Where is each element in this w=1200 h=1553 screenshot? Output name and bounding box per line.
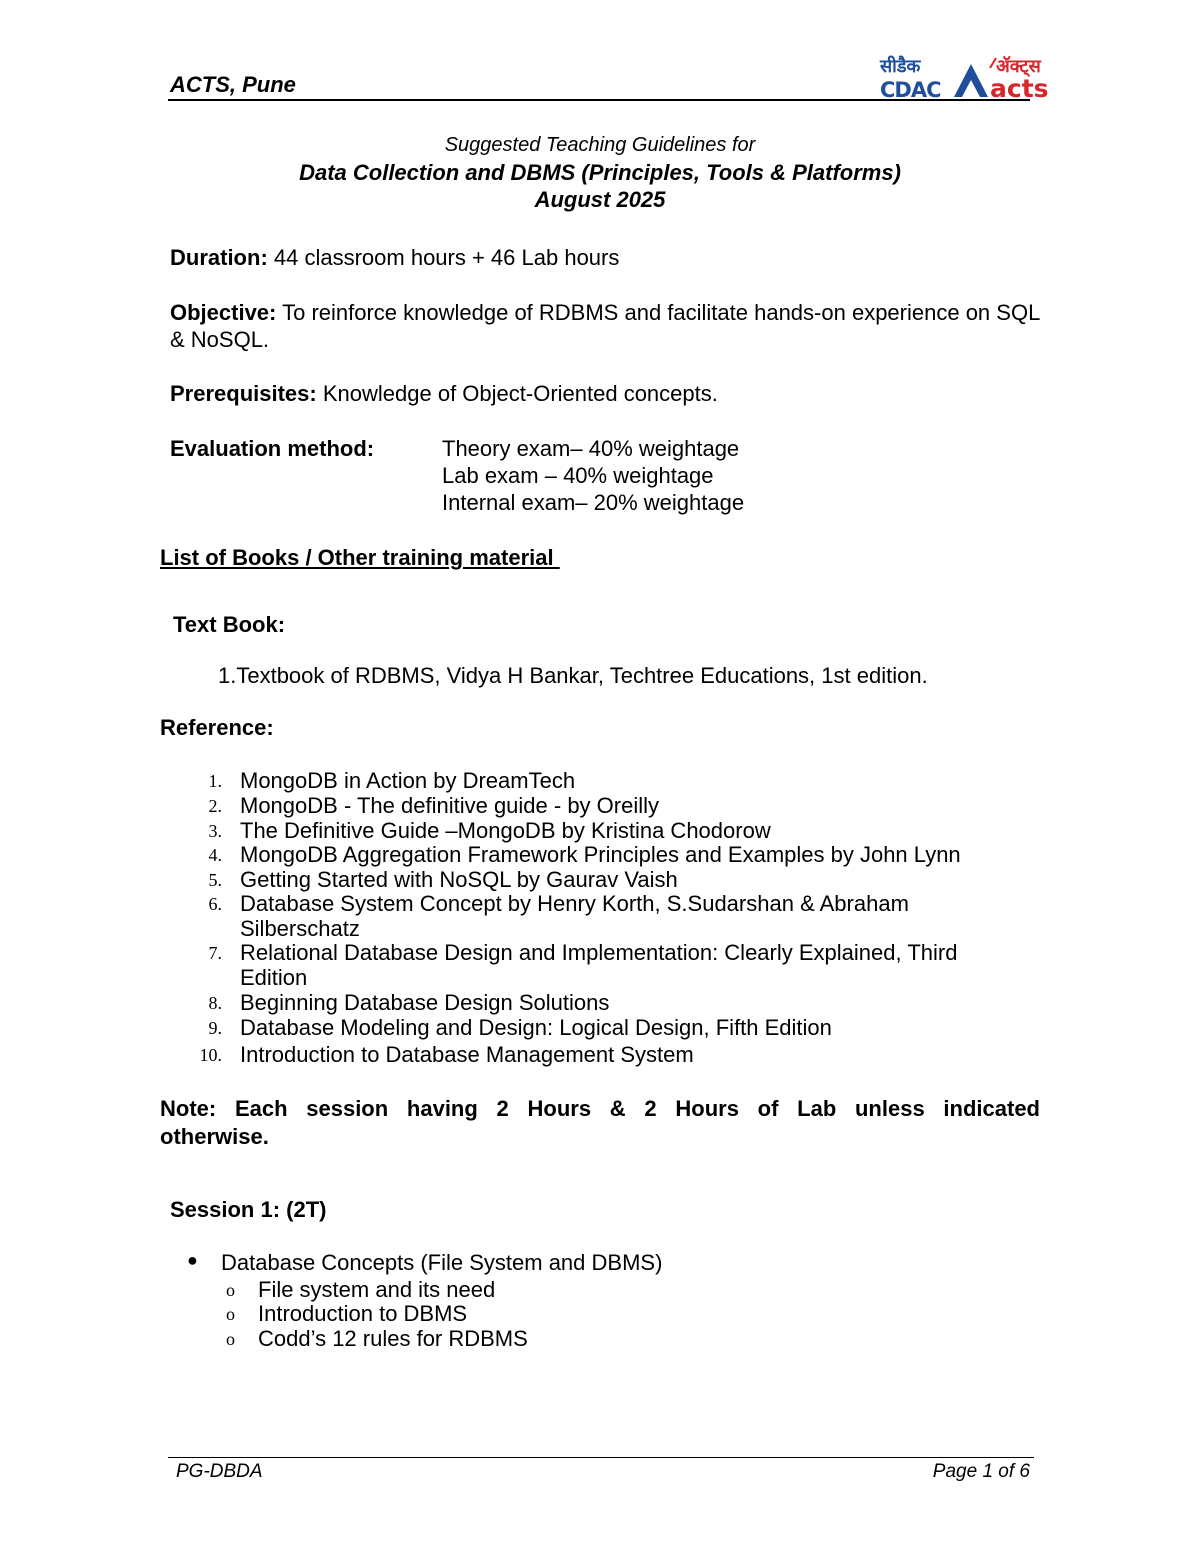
reference-number: 4. bbox=[208, 845, 222, 865]
session-note: Note: Each session having 2 Hours & 2 Hours of Lab unless indicated otherwise. bbox=[160, 1096, 1040, 1149]
reference-number: 2. bbox=[208, 796, 222, 816]
sub-bullet-icon: o bbox=[226, 1304, 235, 1324]
footer-rule bbox=[168, 1457, 1034, 1458]
reference-item: Relational Database Design and Implementation: Clearly Explained, Third Edition bbox=[240, 940, 958, 990]
textbook-heading: Text Book: bbox=[173, 612, 286, 637]
duration bbox=[170, 245, 619, 271]
reference-item: MongoDB in Action by DreamTech bbox=[240, 768, 576, 793]
evaluation-line: Lab exam – 40% weightage bbox=[442, 463, 714, 488]
logo-cdac: CDAC bbox=[880, 78, 941, 100]
logo-cdac-hindi: सीडैक bbox=[880, 56, 921, 77]
reference-item: MongoDB Aggregation Framework Principles and Examples by John Lynn bbox=[240, 842, 961, 867]
reference-item: Getting Started with NoSQL by Gaurav Vaish bbox=[240, 867, 678, 892]
document-title: Data Collection and DBMS (Principles, Tools & Platforms) bbox=[299, 160, 901, 185]
prerequisites-label: Prerequisites: bbox=[170, 381, 317, 406]
session-topic: Database Concepts (File System and DBMS) bbox=[221, 1250, 663, 1275]
header-title: ACTS, Pune bbox=[170, 72, 296, 97]
evaluation-label: Evaluation method: bbox=[170, 436, 375, 461]
reference-item: The Definitive Guide –MongoDB by Kristina Chodorow bbox=[240, 818, 771, 843]
reference-number: 1. bbox=[208, 771, 222, 791]
session-subtopic: Codd’s 12 rules for RDBMS bbox=[258, 1326, 528, 1351]
footer-page-number: Page 1 of 6 bbox=[932, 1461, 1030, 1482]
document-subtitle: Suggested Teaching Guidelines for bbox=[444, 134, 756, 156]
reference-item: Beginning Database Design Solutions bbox=[240, 990, 610, 1015]
objective-value: To reinforce knowledge of RDBMS and facilitate hands-on experience on SQL & NoSQL. bbox=[170, 300, 1040, 352]
books-heading: List of Books / Other training material bbox=[160, 545, 560, 570]
evaluation-line: Internal exam– 20% weightage bbox=[442, 490, 745, 515]
duration-value: 44 classroom hours + 46 Lab hours bbox=[273, 245, 620, 270]
evaluation-line: Theory exam– 40% weightage bbox=[442, 436, 740, 461]
reference-item: Database Modeling and Design: Logical Design, Fifth Edition bbox=[240, 1015, 832, 1040]
objective-label: Objective: bbox=[170, 300, 277, 325]
document-date: August 2025 bbox=[534, 187, 666, 212]
reference-item: Database System Concept by Henry Korth, S.Sudarshan & Abraham Silberschatz bbox=[240, 891, 909, 941]
reference-number: 10. bbox=[199, 1045, 222, 1065]
logo-acts-hindi: ॲक्ट्स bbox=[996, 56, 1041, 77]
session-subtopic: File system and its need bbox=[258, 1277, 496, 1302]
prerequisites bbox=[170, 381, 718, 407]
header-rule bbox=[168, 99, 1030, 101]
prerequisites-value: Knowledge of Object-Oriented concepts. bbox=[322, 381, 718, 406]
duration-label: Duration: bbox=[170, 245, 268, 270]
textbook-item: 1.Textbook of RDBMS, Vidya H Bankar, Techtree Educations, 1st edition. bbox=[218, 663, 928, 688]
reference-number: 8. bbox=[208, 993, 222, 1013]
sub-bullet-icon: o bbox=[226, 1280, 235, 1300]
reference-number: 6. bbox=[208, 894, 222, 914]
footer-course-code: PG-DBDA bbox=[176, 1461, 263, 1482]
sub-bullet-icon: o bbox=[226, 1329, 235, 1349]
reference-item: Introduction to Database Management System bbox=[240, 1042, 694, 1067]
cdac-acts-logo bbox=[878, 52, 1060, 100]
reference-item: MongoDB - The definitive guide - by Oreilly bbox=[240, 793, 660, 818]
bullet-icon: ● bbox=[187, 1250, 198, 1270]
reference-number: 9. bbox=[208, 1018, 222, 1038]
reference-heading: Reference: bbox=[160, 715, 274, 740]
session-heading: Session 1: (2T) bbox=[170, 1197, 327, 1222]
logo-acts: acts bbox=[990, 74, 1049, 100]
reference-number: 7. bbox=[208, 943, 222, 963]
session-subtopic: Introduction to DBMS bbox=[258, 1301, 468, 1326]
reference-number: 5. bbox=[208, 870, 222, 890]
objective bbox=[170, 299, 1040, 353]
reference-number: 3. bbox=[208, 821, 222, 841]
